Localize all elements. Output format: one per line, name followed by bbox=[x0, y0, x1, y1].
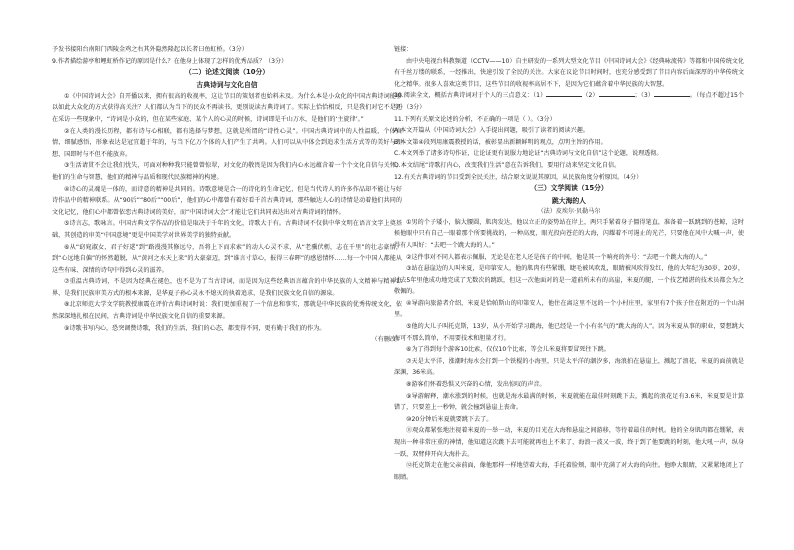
story-paragraph: ④导游向旅游者介绍，米夏是恰帕斯山的印第安人，他住在离这里不远的一个小村庄里，家里有7个孩子住在附近的一个山洞里。 bbox=[394, 299, 744, 319]
essay-paragraph: ①《中国诗词大会》自开播以来，拥有很高的收视率，这让节目的策划者也始料未及。为什么本是小众化的中国古典诗词能够以如此大众化的方式获得高关注？人们都认为当下的民众不再读书，更别说读古典诗词了。实际上恰恰相反，只是我们对它不是还在采访一些现象中，“诗词是小众的，但在某些家庭、某个人的心灵的时候，诗词即是千山万水，是他们的‘主旋律’。” bbox=[52, 92, 402, 123]
story-paragraph: ⑪观众都紧张地注视着米夏的一举一动，米夏的目光在大海和悬崖之间游移，等待着最佳的时机。他的全身肌肉都在绷紧，表现出一种非常庄重的神情，他知道这次跳下去可能就再也上不来了，海浪一波又一波，终于到了他要跳的时刻，他大吼一声，纵身一跃，双臂伸开向大海扑去。 bbox=[394, 427, 744, 458]
link-label: 链接： bbox=[394, 46, 413, 53]
story-paragraph: ⑧游客们怀着恐惧又兴奋的心情，发出惊叹的声音。 bbox=[406, 381, 546, 389]
story-paragraph: ①男的个子矮小，脑大腰圆，肌肉发达，他以立正的姿势站在岸上，两只手紧着身子僵得笔直，准备着一跃跳到的苍鲸，这时候他眼中只有自己一眼着那个所要挑战的，一种高度，眼光投向苍茫的大海，闪耀着不可遏止的光芒，只要他在风中大喊一声，使得有人叫好：“去吧一个跳大海的人。” bbox=[394, 218, 744, 249]
answer-blank-2[interactable] bbox=[599, 90, 635, 97]
source-note: （有删改） bbox=[371, 336, 402, 344]
answer-blank-1[interactable] bbox=[546, 90, 582, 97]
q11-option-c: C.本文列举了诸多诗句作证，让论证更有说服力地论证“古典诗词与文化自信”这个论题，说理透彻。 bbox=[394, 150, 663, 158]
essay-paragraph: ②在人类的漫长历程，都有诗与心相联，都有选择与梦想，这就是所谓的“诗性心灵”。中国古典诗词中的人性温暖，个体真情，细腻感悟，形象表达是冠宜超于年的，与当下亿万个体的人们产生了共鸣。人们可以从中体会到追求生活方式等的美好与理想，国即时与不但不能放弃。 bbox=[52, 127, 402, 158]
essay-paragraph: ⑥从“窈窕淑女，君子好逑”到“路漫漫其修远兮，吾将上下而求索”的动人心灵不求，从“老骥伏枥，志在千里”的壮志豪情，到“心远地自偏”的怀然超脱，从“黄河之水天上来”的大豪豪迈，到“谁言寸草心，报得三春晖”的感恩情怀……每一个中国人都能从这些有味、深情的诗句中得到心灵的滋养。 bbox=[52, 243, 402, 274]
story-paragraph: ⑤他的大儿子叫托克斯，13岁，从小开始学习跳海，他已经是一个小有名气的“跳大海的人”。因为米夏从事的职业，要想跳大海可不那么简单，不用要技术和胆量才行。 bbox=[394, 323, 744, 342]
q10-tail: 。（每点不超过15个字）（3分） bbox=[394, 92, 744, 111]
story-paragraph: ⑨导游解释，潮水涨到的时候，也就是海水最满的时候，米夏就能在最佳时刻跳下去，溅起的浪花足有3.6米，米夏要是计算错了，只要差上一秒钟，就会撞到悬崖上丧命。 bbox=[394, 392, 744, 412]
question-9: 9.作者描绘游亭和鲤虹桥作记的原因是什么？在他身上体现了怎样的优秀品质？（3分） bbox=[52, 57, 288, 65]
essay-paragraph: ④诗心的灵魂是一体的，而诗意的精神是共同的。诗歌意境是合一的诗化的生命记忆，但是当代诗人的许多作品却不能让与好诗作品中的精神联系。从“90后”“80后”“00后”，他们的心中都曾有着好看千首古典诗词，那些触达人心的诗情是动着他们共同的文化记忆，他们心中都曾依恋古典诗词的美好，而“中国诗词大会”才能让它们共同表达出对古典诗词的情怀。 bbox=[52, 185, 402, 216]
right-column bbox=[394, 44, 744, 483]
q10-text: 10.阅读全文，概括古典诗词对于个人的三点意义：（1） bbox=[394, 92, 547, 100]
essay-paragraph: ⑨诗歌书写内心，恐突调赞诗歌，我们的生活，我们的心态，都变得不同，更有勤于我们的作为。 bbox=[64, 324, 326, 332]
essay-title: 古典诗词与文化自信 bbox=[196, 80, 258, 89]
section-3-header: （三）文学阅读（15分） bbox=[530, 184, 608, 193]
q10-sep3: ；（3） bbox=[634, 92, 654, 100]
story-paragraph: ③站在悬崖边的人叫米夏，是印第安人，他的肌肉有些紧绷，睫毛被风吹乱，眼睛被风吹得发红，他的大年纪为30岁，20岁，过去5年里他成功地完成了无数次的跳跃，但这一次他面对的是一道前所未有的高崖，米夏的腿，一个技艺精湛的技术员都会为之敬佩的。 bbox=[394, 265, 744, 296]
q11-option-b: B.本文第④段列用康震教授的话，被彰显出新颖鲜明的观点，点明主旨的作用。 bbox=[394, 138, 607, 146]
link-paragraph: 由中央电视台科教频道（CCTV——10）自主研发的一系列大型文化节目《中国诗词大会》《经典咏流传》等都和中国传统文化有千丝万缕的联系，一经推出，快速引发了全民的关注。大家在议论节目时间时，也充分感受到了节目内容后面深厚的中华传统文化之精华。很多人喜欢这类节目，这些节目的收视率高居不下，是因为它们蕴含着中华民族的大智慧。 bbox=[394, 57, 744, 88]
essay-paragraph: ⑦重温古典诗词，不是因为经典在褪色，也不是为了当古诗词，而是因为这些经典语言蕴含的中华民族的人文精神与精神世界，是我们民族审美方式的根本来源，是华夏子孙心灵永不熄灭的执着追求，是我们民族文化自信的源泉。 bbox=[52, 278, 402, 297]
story-paragraph: ⑦天是太平洋，涨潮时海水会打到一个铁棍的小海里，只是太平洋的潮汐多，海浪拍在悬崖上，溅起了浪花，米夏的面前就是深渊，36米高。 bbox=[394, 357, 744, 377]
story-paragraph: ②这件事对不同人都表示佩服，无论是在老人还是孩子的中间，他是其一个响亮的外号：“去吧一个跳大海的人。” bbox=[406, 253, 708, 261]
q10-sep2: （2） bbox=[582, 92, 599, 100]
story-paragraph: ⑫托克斯走在他父亲前面，像他那样一样地望着大海，手托着脸颊，眼中充满了对大海的向往。他睁大眼睛，又紧紧地闭上了眼睛。 bbox=[394, 462, 744, 481]
q11-option-d: D.本文结尾“诗歌打内心，改变我们生活”意在告诉我们，要用行动来坚定文化自信。 bbox=[394, 161, 621, 169]
left-column bbox=[52, 44, 402, 346]
question-10 bbox=[394, 90, 744, 113]
essay-paragraph: ⑤诗言志，歌咏言。中国古典文学作品的价值是取决于千年的文化，诗歌大于有。古典诗词不仅供中华文明在语言文字上奠基础，其创造的审美“中国意境”更是中国美学对世界美学的独特贡献。 bbox=[52, 220, 402, 239]
question-12: 12.有关古典诗词的节目受到全民关注，结合原文说说其原因，从民族角度分析原因。（4分） bbox=[394, 173, 643, 181]
lead-line: 予发书接阳台南阳门西陵金鸡之右其外隐然隆起以长者曰鱼虹桥。（3分） bbox=[52, 46, 248, 53]
essay-paragraph: ⑧北京师范大学文学院教授康震在评价古典诗词时说：我们更加重视了一个信息和事实，那就是中华民族的优秀传统文化，依然深深地扎根在民间，古典诗词是中华民族文化自信的重要来源。 bbox=[52, 301, 402, 321]
story-author: （法）皮埃尔·贝勒马尔 bbox=[537, 207, 601, 215]
story-paragraph: ⑩20分钟后米夏就要跳下去了。 bbox=[406, 415, 493, 423]
section-2-header: （二）论述文阅读（10分） bbox=[184, 68, 270, 77]
question-11: 11.下列有关原文论述的分析，不正确的一项是（ ）。（3分） bbox=[394, 115, 556, 123]
q11-option-a: A.本文开篇从《中国诗词大会》入手提出问题，吸引了读者的阅读兴趣。 bbox=[394, 127, 589, 135]
story-paragraph: ⑥为了得到每个游客10比索，仅仅10个比索，等会儿米夏将要冒死往下跳。 bbox=[406, 346, 610, 354]
answer-blank-3[interactable] bbox=[654, 90, 690, 97]
story-title: 跳大海的人 bbox=[552, 196, 586, 205]
essay-paragraph: ③生活请贯不会让我们忧失，可面对种种我只能曾曾惊翠，对文化的敬畏是因为我们内心永远蕴含着一个个文化自信与关怀，他们的生命与智慧，他们的精神与品质和现代民族精神的构建。 bbox=[52, 162, 402, 181]
